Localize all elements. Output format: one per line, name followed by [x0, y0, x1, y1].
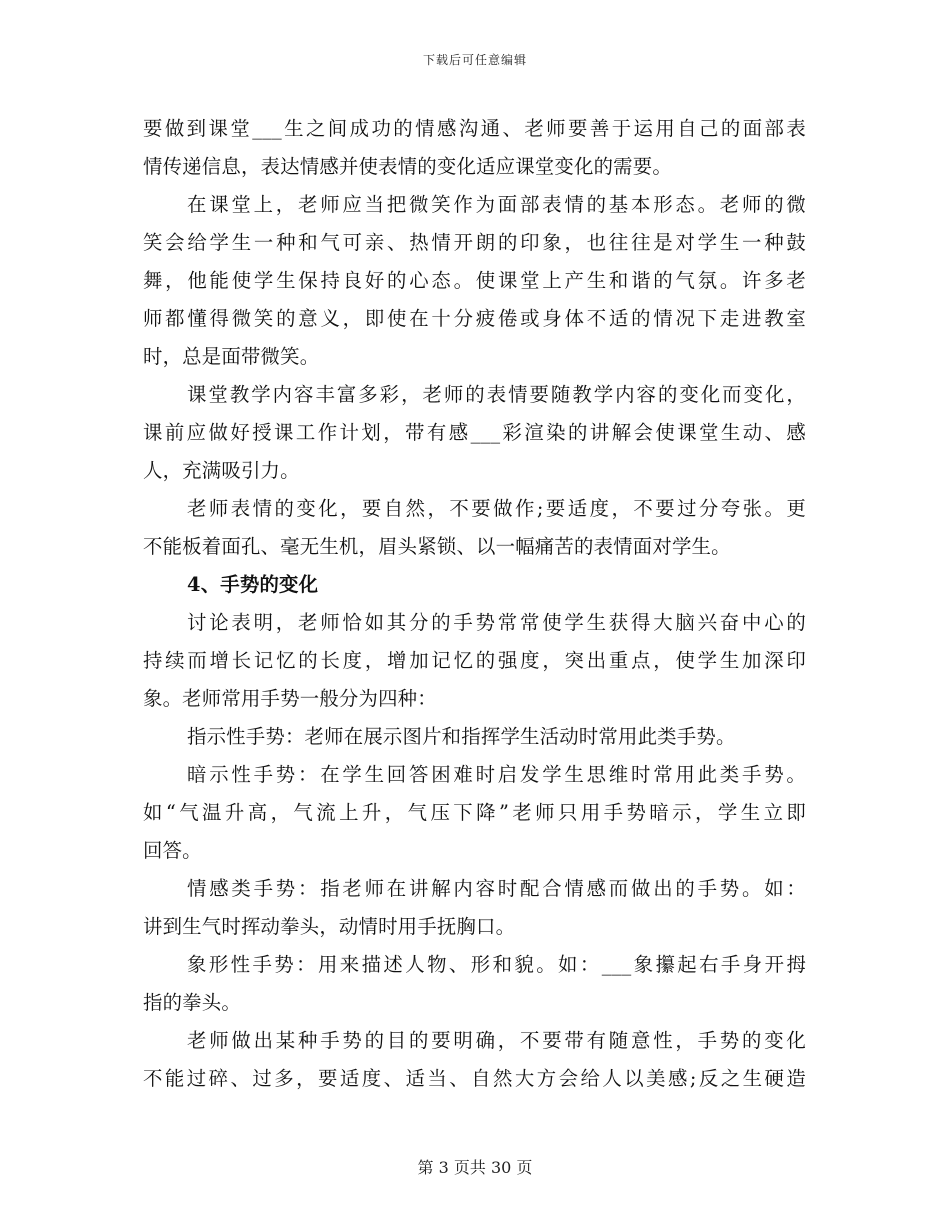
- section-heading: 4、手势的变化: [187, 573, 319, 596]
- text-line: 不能过碎、过多，要适度、适当、自然大方会给人以美感;反之生硬造: [143, 1067, 806, 1090]
- text-line: 师都懂得微笑的意义，即使在十分疲倦或身体不适的情况下走进教室: [143, 307, 806, 330]
- text-line: 情感类手势：指老师在讲解内容时配合情感而做出的手势。如：: [187, 877, 806, 900]
- text-line: 如“气温升高，气流上升，气压下降”老师只用手势暗示，学生立即: [143, 801, 806, 824]
- text-line: 持续而增长记忆的长度，增加记忆的强度，突出重点，使学生加深印: [143, 649, 806, 672]
- text-line: 老师表情的变化，要自然，不要做作;要适度，不要过分夸张。更: [187, 497, 806, 520]
- text-line: 指的拳头。: [143, 991, 241, 1014]
- text-line: 时，总是面带微笑。: [143, 345, 320, 368]
- page-header: 下载后可任意编辑: [422, 53, 527, 67]
- text-line: 要做到课堂___生之间成功的情感沟通、老师要善于运用自己的面部表: [143, 117, 806, 140]
- text-line: 情传递信息，表达情感并使表情的变化适应课堂变化的需要。: [143, 155, 672, 178]
- text-line: 老师做出某种手势的目的要明确，不要带有随意性，手势的变化: [187, 1029, 806, 1052]
- text-line: 人，充满吸引力。: [143, 459, 300, 482]
- text-line: 不能板着面孔、毫无生机，眉头紧锁、以一幅痛苦的表情面对学生。: [143, 535, 731, 558]
- text-line: 暗示性手势：在学生回答困难时启发学生思维时常用此类手势。: [187, 763, 806, 786]
- document-body: [143, 110, 806, 1098]
- text-line: 课堂教学内容丰富多彩，老师的表情要随教学内容的变化而变化，: [187, 383, 806, 406]
- text-line: 舞，他能使学生保持良好的心态。使课堂上产生和谐的气氛。许多老: [143, 269, 806, 292]
- text-line: 讲到生气时挥动拳头，动情时用手抚胸口。: [143, 915, 516, 938]
- text-line: 讨论表明，老师恰如其分的手势常常使学生获得大脑兴奋中心的: [187, 611, 806, 634]
- text-line: 回答。: [143, 839, 202, 862]
- text-line: 指示性手势：老师在展示图片和指挥学生活动时常用此类手势。: [187, 725, 736, 748]
- text-line: 课前应做好授课工作计划，带有感___彩渲染的讲解会使课堂生动、感: [143, 421, 806, 444]
- text-line: 在课堂上，老师应当把微笑作为面部表情的基本形态。老师的微: [187, 193, 806, 216]
- text-line: 笑会给学生一种和气可亲、热情开朗的印象，也往往是对学生一种鼓: [143, 231, 806, 254]
- text-line: 象。老师常用手势一般分为四种：: [143, 687, 437, 710]
- text-line: 象形性手势：用来描述人物、形和貌。如：___象攥起右手身开拇: [187, 953, 806, 976]
- page-footer: 第 3 页共 30 页: [417, 1158, 533, 1177]
